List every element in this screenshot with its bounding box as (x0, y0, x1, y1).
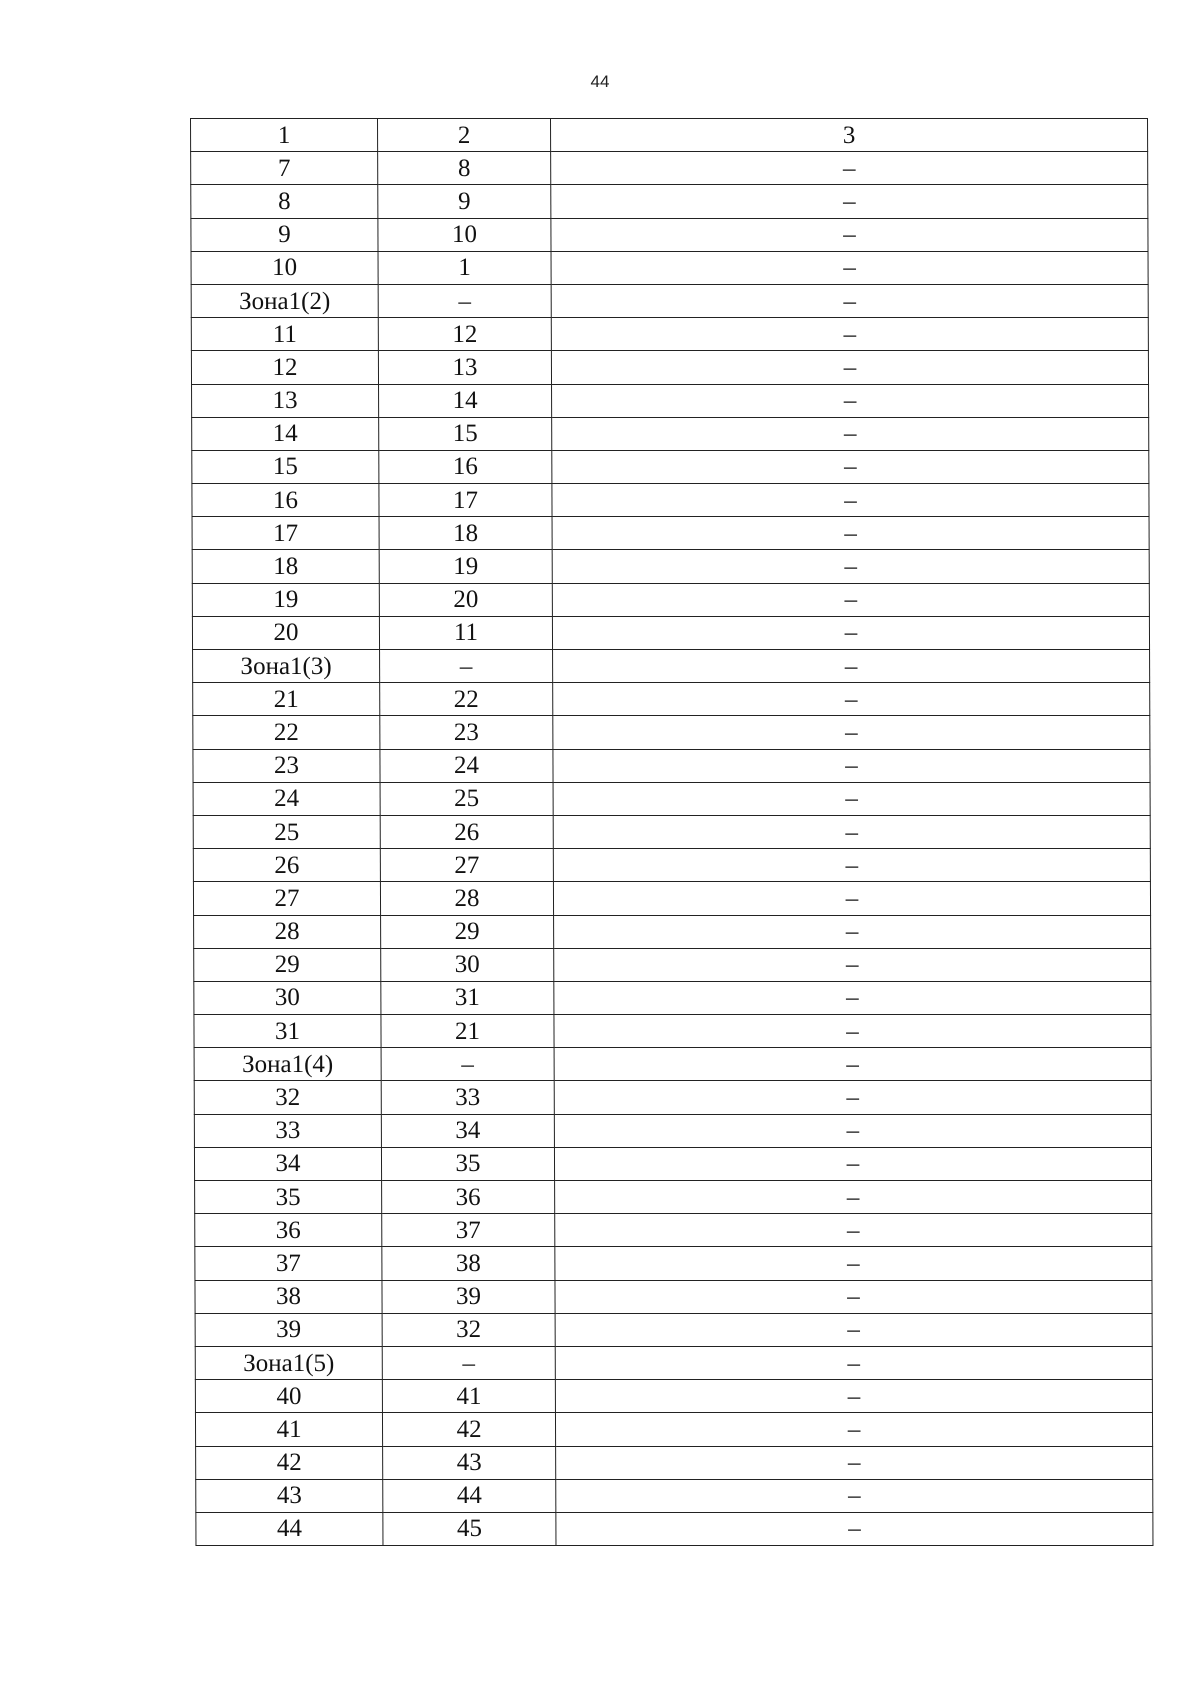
table-cell-col-2: 13 (378, 351, 551, 384)
table-cell-col-2: 39 (382, 1280, 555, 1313)
table-row (192, 517, 1149, 550)
table-cell-col-3: – (553, 749, 1150, 782)
table-row (192, 616, 1149, 649)
table-cell-col-3: – (552, 583, 1149, 616)
table-cell-col-2: 42 (382, 1413, 555, 1446)
table-row (191, 152, 1148, 185)
table-cell-col-1: 7 (191, 152, 378, 185)
table-row (192, 550, 1149, 583)
table-cell-col-2: 27 (380, 849, 553, 882)
header-cell-2: 2 (378, 119, 551, 152)
table-cell-col-3: – (555, 1280, 1152, 1313)
table-row (193, 782, 1150, 815)
table-cell-col-3: – (555, 1313, 1152, 1346)
table-cell-col-2: 19 (379, 550, 552, 583)
table-cell-col-1: 8 (191, 185, 378, 218)
table-cell-col-2: 34 (381, 1114, 554, 1147)
table-cell-col-1: 38 (195, 1280, 382, 1313)
table-cell-col-2: 30 (381, 948, 554, 981)
data-table (190, 118, 1153, 1546)
table-cell-col-3: – (556, 1446, 1153, 1479)
table-cell-col-1: 35 (195, 1181, 382, 1214)
table-cell-col-3: – (551, 218, 1148, 251)
table-cell-col-3: – (551, 284, 1148, 317)
table-cell-col-3: – (551, 351, 1148, 384)
table-cell-col-1: 26 (193, 849, 380, 882)
table-cell-col-1: 17 (192, 517, 379, 550)
table-cell-col-1: 18 (192, 550, 379, 583)
table-cell-col-1: 22 (193, 716, 380, 749)
table-cell-col-2: – (381, 1048, 554, 1081)
table-cell-col-1: 12 (191, 351, 378, 384)
table-cell-col-1: 13 (192, 384, 379, 417)
table-cell-col-3: – (555, 1247, 1152, 1280)
table-cell-col-1: 40 (195, 1380, 382, 1413)
table-cell-col-1: 16 (192, 484, 379, 517)
table-cell-col-1: 19 (192, 583, 379, 616)
table-row (193, 749, 1150, 782)
table-cell-col-3: – (556, 1479, 1153, 1512)
table-row (196, 1446, 1153, 1479)
table-cell-col-1: 14 (192, 417, 379, 450)
table-cell-col-3: – (552, 484, 1149, 517)
table-cell-col-2: 43 (383, 1446, 556, 1479)
table-cell-col-2: – (380, 650, 553, 683)
table-cell-col-2: 29 (381, 915, 554, 948)
table-cell-col-3: – (552, 550, 1149, 583)
table-cell-col-2: 17 (379, 484, 552, 517)
table-cell-col-2: 10 (378, 218, 551, 251)
table-cell-col-2: – (378, 284, 551, 317)
table-cell-col-2: 14 (379, 384, 552, 417)
table-row (193, 882, 1150, 915)
table-cell-col-1: 32 (194, 1081, 381, 1114)
table-cell-col-3: – (555, 1380, 1152, 1413)
table-cell-col-1: 31 (194, 1015, 381, 1048)
table-cell-col-3: – (554, 981, 1151, 1014)
table-cell-col-1: 9 (191, 218, 378, 251)
table-cell-col-1: 33 (194, 1114, 381, 1147)
table-cell-col-1: 41 (195, 1413, 382, 1446)
table-cell-col-3: – (554, 915, 1151, 948)
table-cell-col-3: – (553, 882, 1150, 915)
table-cell-col-2: 1 (378, 251, 551, 284)
table-cell-col-2: 24 (380, 749, 553, 782)
table-cell-col-1: 29 (194, 948, 381, 981)
table-cell-col-1: 28 (194, 915, 381, 948)
table-row (196, 1512, 1153, 1545)
table-row (195, 1346, 1152, 1379)
table-header-row (191, 119, 1148, 152)
table-cell-col-1: 15 (192, 450, 379, 483)
table-row (195, 1214, 1152, 1247)
table-cell-col-1: 20 (192, 616, 379, 649)
table-cell-col-2: 12 (378, 318, 551, 351)
table-cell-col-1: 21 (193, 683, 380, 716)
table-cell-col-3: – (551, 251, 1148, 284)
table-cell-col-3: – (551, 318, 1148, 351)
header-cell-1: 1 (191, 119, 378, 152)
table-cell-col-1: 11 (191, 318, 378, 351)
header-cell-3: 3 (551, 119, 1148, 152)
table-cell-col-1: 30 (194, 981, 381, 1014)
table-cell-col-2: – (382, 1346, 555, 1379)
table-cell-col-2: 9 (378, 185, 551, 218)
table-cell-col-3: – (552, 450, 1149, 483)
table-cell-col-3: – (552, 616, 1149, 649)
table-cell-col-3: – (555, 1181, 1152, 1214)
table-cell-col-2: 31 (381, 981, 554, 1014)
table-row (192, 417, 1149, 450)
table-row (193, 683, 1150, 716)
table-cell-col-2: 16 (379, 450, 552, 483)
table-row (192, 384, 1149, 417)
table-row (195, 1380, 1152, 1413)
table-cell-col-3: – (553, 683, 1150, 716)
table-cell-col-2: 45 (383, 1512, 556, 1545)
table-cell-col-2: 20 (379, 583, 552, 616)
table-cell-col-3: – (553, 716, 1150, 749)
table-cell-col-3: – (556, 1512, 1153, 1545)
table-cell-col-1: 27 (193, 882, 380, 915)
table-cell-col-3: – (554, 1048, 1151, 1081)
table-cell-col-1: 36 (195, 1214, 382, 1247)
table-cell-col-2: 32 (382, 1313, 555, 1346)
table-cell-col-2: 37 (382, 1214, 555, 1247)
table-cell-col-3: – (554, 948, 1151, 981)
table-row (193, 849, 1150, 882)
table-cell-col-1: Зона1(2) (191, 284, 378, 317)
table-row (194, 1114, 1151, 1147)
table-row (192, 450, 1149, 483)
table-cell-col-2: 25 (380, 782, 553, 815)
table-row (194, 981, 1151, 1014)
table-cell-col-2: 44 (383, 1479, 556, 1512)
table-row (194, 1081, 1151, 1114)
table-row (191, 185, 1148, 218)
table-cell-col-3: – (554, 1015, 1151, 1048)
table-cell-col-1: 42 (196, 1446, 383, 1479)
table-row (195, 1413, 1152, 1446)
table-row (194, 1048, 1151, 1081)
table-cell-col-2: 26 (380, 815, 553, 848)
table-cell-col-1: Зона1(4) (194, 1048, 381, 1081)
table-cell-col-2: 36 (382, 1181, 555, 1214)
table-cell-col-1: 39 (195, 1313, 382, 1346)
table-cell-col-3: – (555, 1413, 1152, 1446)
table-row (194, 1015, 1151, 1048)
table-cell-col-1: Зона1(3) (193, 650, 380, 683)
table-cell-col-2: 41 (382, 1380, 555, 1413)
table-cell-col-3: – (555, 1214, 1152, 1247)
table-cell-col-2: 35 (381, 1147, 554, 1180)
table-row (192, 583, 1149, 616)
table-cell-col-3: – (553, 815, 1150, 848)
table-cell-col-2: 21 (381, 1015, 554, 1048)
table-cell-col-3: – (554, 1114, 1151, 1147)
table-row (191, 351, 1148, 384)
table-cell-col-2: 28 (380, 882, 553, 915)
table-cell-col-3: – (553, 849, 1150, 882)
table-cell-col-3: – (555, 1346, 1152, 1379)
table-cell-col-1: 24 (193, 782, 380, 815)
table-row (194, 1147, 1151, 1180)
table-row (191, 251, 1148, 284)
table-cell-col-1: Зона1(5) (195, 1346, 382, 1379)
table-cell-col-3: – (552, 517, 1149, 550)
table-row (192, 484, 1149, 517)
table-cell-col-1: 37 (195, 1247, 382, 1280)
table-cell-col-3: – (553, 650, 1150, 683)
table-cell-col-3: – (551, 185, 1148, 218)
table-cell-col-1: 43 (196, 1479, 383, 1512)
table-row (195, 1280, 1152, 1313)
table-cell-col-2: 18 (379, 517, 552, 550)
table-row (193, 716, 1150, 749)
table-cell-col-2: 11 (379, 616, 552, 649)
table-cell-col-2: 33 (381, 1081, 554, 1114)
table-cell-col-3: – (552, 384, 1149, 417)
table-row (196, 1479, 1153, 1512)
table-cell-col-2: 22 (380, 683, 553, 716)
table-row (195, 1313, 1152, 1346)
table-cell-col-3: – (554, 1081, 1151, 1114)
table-row (191, 218, 1148, 251)
table-cell-col-1: 25 (193, 815, 380, 848)
table-row (191, 284, 1148, 317)
table-cell-col-2: 8 (378, 152, 551, 185)
table-cell-col-3: – (554, 1147, 1151, 1180)
table-cell-col-3: – (553, 782, 1150, 815)
table-cell-col-3: – (552, 417, 1149, 450)
table-row (191, 318, 1148, 351)
page-number: 44 (590, 72, 610, 91)
table-row (193, 815, 1150, 848)
table-cell-col-2: 23 (380, 716, 553, 749)
table-cell-col-3: – (551, 152, 1148, 185)
table-cell-col-1: 44 (196, 1512, 383, 1545)
table-header (191, 119, 1148, 152)
table-cell-col-2: 38 (382, 1247, 555, 1280)
table-row (194, 948, 1151, 981)
table-cell-col-1: 10 (191, 251, 378, 284)
table-body (191, 152, 1153, 1546)
table-cell-col-1: 23 (193, 749, 380, 782)
table-row (193, 650, 1150, 683)
table-row (195, 1247, 1152, 1280)
table-cell-col-2: 15 (379, 417, 552, 450)
table-cell-col-1: 34 (194, 1147, 381, 1180)
table-row (194, 915, 1151, 948)
table-row (195, 1181, 1152, 1214)
